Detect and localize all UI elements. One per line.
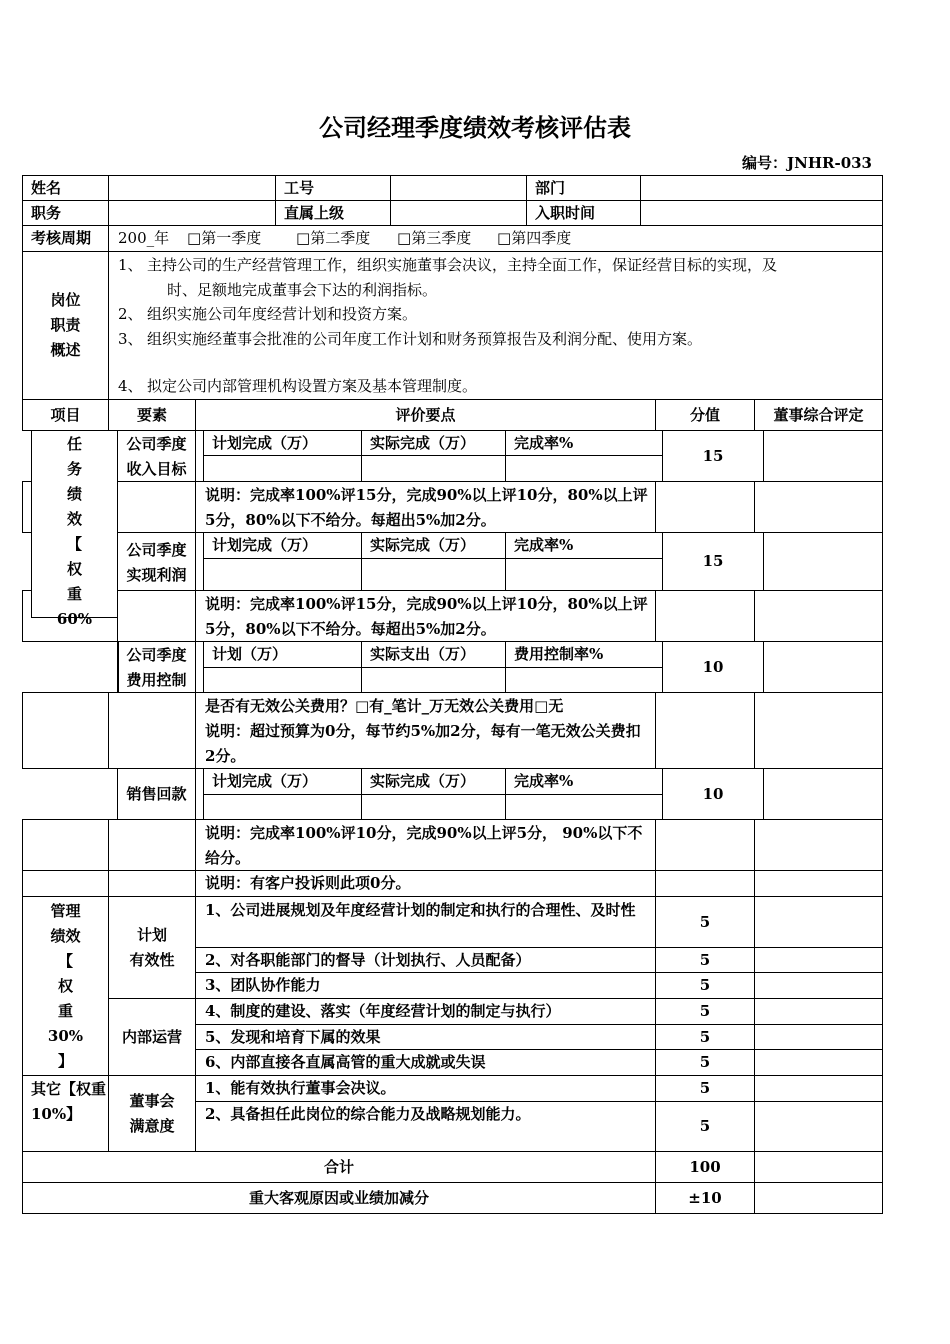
profit-rate-input[interactable] [505, 558, 663, 591]
empno-field[interactable] [390, 175, 527, 201]
sales-score: 10 [662, 768, 764, 820]
duties-cell: 1、 主持公司的生产经营管理工作，组织实施董事会决议，主持全面工作，保证经营目标的实现，及 时、足额地完成董事会下达的利润指标。 2、 组织实施公司年度经营计划和投资方案。 3、 组织实施经董事会批准的公司年度工作计划和财务预算报告及利润分配、使用方案。 4、 拟定公司内部管理机构设置方案及基本管理制度。 [108, 251, 883, 400]
revenue-h1: 计划完成（万） [203, 430, 362, 456]
mgmt-item-5-rating[interactable] [754, 1024, 883, 1050]
revenue-note: 说明：完成率100%评15分，完成90%以上评10分，80%以上评5分，80%以下不给分。每超出5%加2分。 [195, 481, 656, 533]
profit-score: 15 [662, 532, 764, 591]
profit-actual-input[interactable] [361, 558, 506, 591]
mgmt-item-1-rating[interactable] [754, 896, 883, 948]
element-revenue: 公司季度 收入目标 [117, 430, 196, 482]
mgmt-item-5-score: 5 [655, 1024, 755, 1050]
sales-actual-input[interactable] [361, 794, 506, 820]
mgmt-item-6: 6、内部直接各直属高管的重大成就或失误 [195, 1049, 656, 1076]
element-profit: 公司季度 实现利润 [117, 532, 196, 591]
task-category-cell: 任 务 绩 效 【 权 重 60% [31, 430, 118, 618]
revenue-rating[interactable] [763, 430, 883, 482]
dept-field[interactable] [640, 175, 883, 201]
sales-h2: 实际完成（万） [361, 768, 506, 795]
sales-note-2: 说明：有客户投诉则此项0分。 [195, 870, 656, 897]
total-label-cell: 合计 [22, 1151, 656, 1183]
other-item-2: 2、具备担任此岗位的综合能力及战略规划能力。 [195, 1101, 656, 1152]
mgmt-item-1: 1、公司进展规划及年度经营计划的制定和执行的合理性、及时性 [195, 896, 656, 948]
element-cost: 公司季度 费用控制 [117, 641, 196, 693]
position-field[interactable] [108, 200, 276, 226]
other-item-2-score: 5 [655, 1101, 755, 1152]
mgmt-item-3-rating[interactable] [754, 972, 883, 999]
mgmt-item-6-score: 5 [655, 1049, 755, 1076]
cell-hire-label: 入职时间 [526, 200, 641, 226]
mgmt-item-2-rating[interactable] [754, 947, 883, 973]
cell-dept-label: 部门 [526, 175, 641, 201]
cell-name-label: 姓名 [22, 175, 109, 201]
revenue-h2: 实际完成（万） [361, 430, 506, 456]
other-item-2-rating[interactable] [754, 1101, 883, 1152]
mgmt-item-1-score: 5 [655, 896, 755, 948]
cell-supervisor-label: 直属上级 [275, 200, 391, 226]
period-year: 200_年 [118, 229, 170, 247]
cell-period-label: 考核周期 [22, 225, 109, 252]
cost-actual-input[interactable] [361, 667, 506, 693]
col-score: 分值 [655, 399, 755, 431]
doc-code: 编号：JNHR-033 [742, 154, 872, 172]
duties-label: 岗位 职责 概述 [50, 291, 81, 359]
cost-score: 10 [662, 641, 764, 693]
cost-h1: 计划（万） [203, 641, 362, 668]
cost-note: 是否有无效公关费用？□有_笔计_万无效公关费用□无 说明：超过预算为0分，每节约5%加2分，每有一笔无效公关费扣2分。 [195, 692, 656, 769]
quarter-3-checkbox[interactable]: □第三季度 [397, 229, 472, 247]
revenue-plan-input[interactable] [203, 455, 362, 482]
profit-plan-input[interactable] [203, 558, 362, 591]
management-category-cell: 管理 绩效 【 权 重 30% 】 [22, 896, 109, 1076]
cost-rate-input[interactable] [505, 667, 663, 693]
quarter-1-checkbox[interactable]: □第一季度 [187, 229, 262, 247]
cell-position-label: 职务 [22, 200, 109, 226]
col-element: 要素 [108, 399, 196, 431]
adjust-score: ±10 [655, 1182, 755, 1214]
mgmt-item-4: 4、制度的建设、落实（年度经营计划的制定与执行） [195, 998, 656, 1025]
sales-rating[interactable] [763, 768, 883, 820]
mgmt-item-2-score: 5 [655, 947, 755, 973]
other-item-1: 1、能有效执行董事会决议。 [195, 1075, 656, 1102]
mgmt-item-5: 5、发现和培育下属的效果 [195, 1024, 656, 1050]
other-item-1-rating[interactable] [754, 1075, 883, 1102]
revenue-actual-input[interactable] [361, 455, 506, 482]
other-item-1-score: 5 [655, 1075, 755, 1102]
mgmt-item-3: 3、团队协作能力 [195, 972, 656, 999]
sales-plan-input[interactable] [203, 794, 362, 820]
sales-note: 说明：完成率100%评10分，完成90%以上评5分， 90%以下不给分。 [195, 819, 656, 871]
adjust-rating[interactable] [754, 1182, 883, 1214]
col-rating: 董事综合评定 [754, 399, 883, 431]
cost-rating[interactable] [763, 641, 883, 693]
quarter-4-checkbox[interactable]: □第四季度 [497, 229, 572, 247]
duty-1: 主持公司的生产经营管理工作，组织实施董事会决议，主持全面工作，保证经营目标的实现，及 [147, 256, 778, 274]
cost-h2: 实际支出（万） [361, 641, 506, 668]
sales-h3: 完成率% [505, 768, 663, 795]
duty-2: 组织实施公司年度经营计划和投资方案。 [147, 305, 418, 323]
page-title: 公司经理季度绩效考核评估表 [319, 114, 631, 142]
profit-h3: 完成率% [505, 532, 663, 559]
mgmt-item-4-rating[interactable] [754, 998, 883, 1025]
mgmt-item-3-score: 5 [655, 972, 755, 999]
duty-1-cont: 时、足额地完成董事会下达的利润指标。 [167, 281, 438, 299]
sales-h1: 计划完成（万） [203, 768, 362, 795]
mgmt-item-6-rating[interactable] [754, 1049, 883, 1076]
adjust-label-cell: 重大客观原因或业绩加减分 [22, 1182, 656, 1214]
col-points: 评价要点 [195, 399, 656, 431]
mgmt-item-4-score: 5 [655, 998, 755, 1025]
total-rating[interactable] [754, 1151, 883, 1183]
profit-rating[interactable] [763, 532, 883, 591]
duty-3: 组织实施经董事会批准的公司年度工作计划和财务预算报告及利润分配、使用方案。 [147, 330, 703, 348]
revenue-rate-input[interactable] [505, 455, 663, 482]
cost-plan-input[interactable] [203, 667, 362, 693]
profit-h1: 计划完成（万） [203, 532, 362, 559]
element-plan-effectiveness: 计划 有效性 [108, 896, 196, 999]
quarter-2-checkbox[interactable]: □第二季度 [296, 229, 371, 247]
profit-note: 说明：完成率100%评15分，完成90%以上评10分，80%以上评5分，80%以下不给分。每超出5%加2分。 [195, 590, 656, 642]
other-category-cell: 其它【权重10%】 [22, 1075, 109, 1152]
duty-4: 拟定公司内部管理机构设置方案及基本管理制度。 [147, 377, 478, 395]
element-board-satisfaction: 董事会 满意度 [108, 1075, 196, 1152]
sales-rate-input[interactable] [505, 794, 663, 820]
total-score: 100 [655, 1151, 755, 1183]
col-item: 项目 [22, 399, 109, 431]
name-field[interactable] [108, 175, 276, 201]
cell-empno-label: 工号 [275, 175, 391, 201]
revenue-score: 15 [662, 430, 764, 482]
cost-h3: 费用控制率% [505, 641, 663, 668]
element-sales: 销售回款 [117, 768, 196, 820]
duties-label-cell [22, 251, 109, 400]
period-cell [108, 225, 883, 252]
element-internal-ops: 内部运营 [108, 998, 196, 1076]
supervisor-field[interactable] [390, 200, 527, 226]
hire-date-field[interactable] [640, 200, 883, 226]
profit-h2: 实际完成（万） [361, 532, 506, 559]
revenue-h3: 完成率% [505, 430, 663, 456]
mgmt-item-2: 2、对各职能部门的督导（计划执行、人员配备） [195, 947, 656, 973]
